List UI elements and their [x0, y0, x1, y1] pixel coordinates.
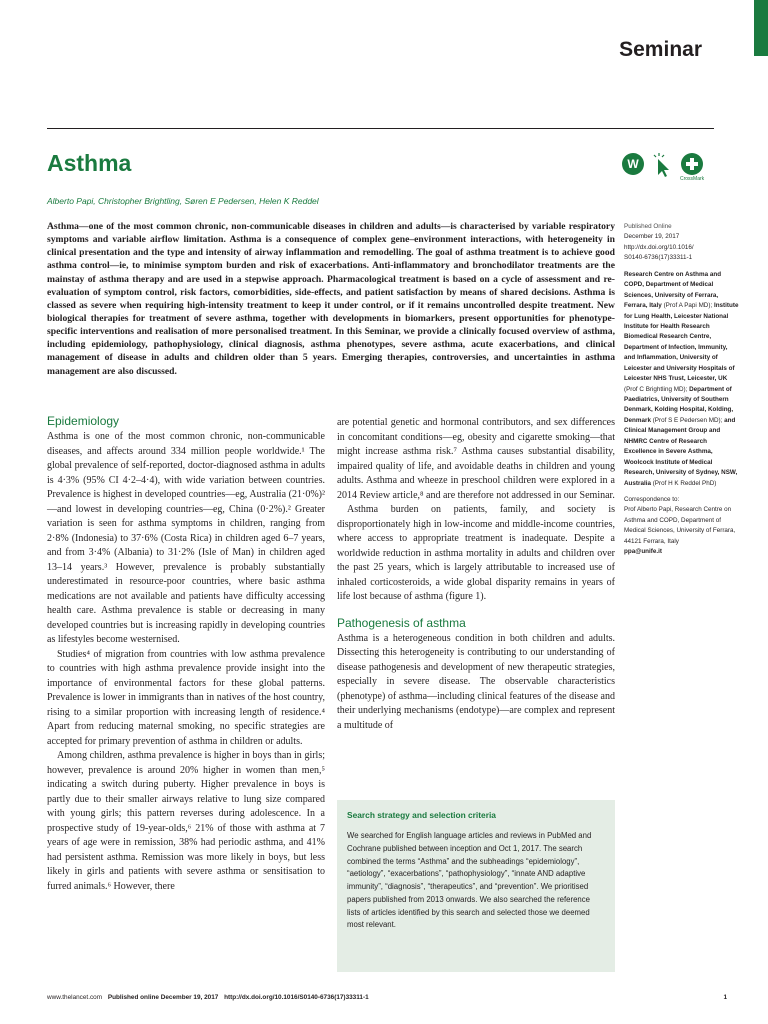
paragraph: Asthma is one of the most common chronic, non-communicable diseases, and affects around 334 million people worldwide.¹ The global prevalence of self-reported, doctor-diagnosed asthma in adults is 4·3% (95% CI 4·2–4·4), with wide variation between countries. Prevalence is highest in developed countries—eg, Australia (21·0%)²—and lowest in developing countries—eg, China (0·2%).² Greater variation is seen for asthma symptoms in children, ranging from 2·8% (Indonesia) to 37·6% (Costa Rica) in children aged 6–7 years, and from 3·4% (Albania) to 31·2% (Isle of Man) in children aged 13–14 years.³ However, prevalence is probably substantially underestimated in resource-poor countries, where basic asthma medications are not available and patients have difficulty accessing health care. Asthma prevalence is stable or decreasing in many developed countries but is increasing rapidly in developing countries as lifestyles become westernised.: [47, 431, 325, 646]
affiliation-author: (Prof C Brightling MD);: [624, 385, 688, 393]
author-list: Alberto Papi, Christopher Brightling, Søren E Pedersen, Helen K Reddel: [47, 196, 319, 206]
paragraph: Studies⁴ of migration from countries with low asthma prevalence to countries with high asthma prevalence provide insight into the importance of environmental factors for these global patterns. Prevalence is lower in immigrants than in natives of the host country, rising to a similar proportion with increasing length of residence.⁴ Apart from reducing maternal smoking, no specific strategies are accepted for primary prevention of asthma in children or adults.: [47, 648, 325, 747]
article-icons: [622, 153, 704, 182]
section-label: Seminar: [619, 38, 702, 61]
crossmark[interactable]: [680, 153, 704, 182]
doi-link[interactable]: http://dx.doi.org/10.1016/ S0140-6736(17)33311-1: [624, 243, 694, 262]
affiliation-author: (Prof H K Reddel PhD): [652, 479, 717, 487]
published-label: Published Online: [624, 223, 672, 230]
abstract: Asthma—one of the most common chronic, non-communicable diseases in children and adults—is characterised by variable respiratory symptoms and variable airflow limitation. Asthma is a consequence of complex gene–environment interactions, with heterogeneity in clinical presentation and the type and intensity of airway inflammation and remodelling. The goal of asthma treatment is to achieve good asthma control—ie, to minimise symptom burden and risk of exacerbations. Anti-inflammatory and bronchodilator treatments are the mainstay of asthma therapy and are used in a stepwise approach. Pharmacological treatment is based on a cycle of assessment and re-evaluation of symptom control, risk factors, comorbidities, side-effects, and patient satisfaction by means of shared decisions. Asthma is classed as severe when requiring high-intensity treatment to keep it under control, or if it remains uncontrolled despite treatment. New biological therapies for treatment of severe asthma, together with developments in biomarkers, present opportunities for phenotype-specific interventions and realisation of more personalised treatment. In this Seminar, we provide a clinically focused overview of asthma, including epidemiology, pathophysiology, clinical diagnosis, asthma phenotypes, severe asthma, acute exacerbations, and clinical management of disease in adults and children older than 5 years. Emerging therapies, controversies, and uncertainties in asthma management are also discussed.: [47, 221, 615, 377]
affiliations: [624, 270, 739, 489]
body-column-right: [337, 416, 615, 733]
affiliation-author: (Prof A Papi MD);: [663, 302, 713, 310]
header-rule: [47, 128, 714, 129]
publication-info: [624, 222, 739, 264]
correspondence-label: Correspondence to:: [624, 495, 680, 503]
paragraph: Asthma is a heterogeneous condition in both children and adults. Dissecting this heterogeneity is contributing to our understanding of disease pathogenesis and development of new therapeutic strategies, especially in severe disease. The observable characteristics (phenotype) of asthma—including clinical features of the disease and their underlying mechanisms (endotype)—are complex and represent a multitude of: [337, 632, 615, 731]
paragraph: Asthma burden on patients, family, and society is disproportionately high in low-income and middle-income countries, where access to appropriate treatment is inadequate. Despite a worldwide reduction in asthma mortality in adults and children over the past 25 years, which is largely attributable to increased use of inhaled corticosteroids, a wide global disparity remains in years of life lost because of asthma (figure 1).: [337, 504, 615, 602]
affiliation: Research Centre on Asthma and COPD, Department of Medical Sciences, University of Ferrara, Ferrara, Italy: [624, 270, 722, 310]
affiliation: Department of Paediatrics, University of Southern Denmark, Kolding Hospital, Kolding, Denmark: [624, 385, 734, 424]
search-strategy-text: We searched for English language articles and reviews in PubMed and Cochrane published between inception and Oct 1, 2017. The search combined the terms “Asthma” and the subheadings “epidemiology”, “aetiology”, “exacerbations”, “pathophysiology”, “innate AND adaptive immunity”, “diagnosis”, “therapeutics”, and “prevention”. We prioritised papers published from 2013 onwards. We also searched the reference lists of articles identified by this search and selected those we deemed most relevant.: [347, 831, 592, 930]
section-heading-pathogenesis: Pathogenesis of asthma: [337, 615, 466, 630]
crossmark-icon: [681, 153, 703, 175]
published-date: December 19, 2017: [624, 233, 680, 241]
open-access-icon[interactable]: W: [622, 153, 644, 175]
section-heading-epidemiology: Epidemiology: [47, 414, 120, 428]
search-strategy-title: Search strategy and selection criteria: [347, 810, 496, 820]
paragraph: are potential genetic and hormonal contributors, and sex differences in concomitant conditions—eg, obesity and cigarette smoking—that might increase asthma risk.⁷ Asthma causes substantial disability, impaired quality of life, and avoidable deaths in children and young adults. Asthma and wheeze in preschool children were explored in a 2014 Review article,⁸ and are therefore not addressed in our Seminar.: [337, 417, 615, 501]
correspondence-email[interactable]: ppa@unife.it: [624, 548, 662, 556]
correspondence-address: Prof Alberto Papi, Research Centre on Asthma and COPD, Department of Medical Sciences, University of Ferrara, 44121 Ferrara, Italy: [624, 506, 736, 545]
section-color-tab: [754, 0, 768, 56]
article-title: Asthma: [47, 150, 132, 176]
affiliation-author: (Prof S E Pedersen MD);: [652, 416, 723, 424]
page-footer: [47, 994, 727, 1001]
affiliation: and Clinical Management Group and NHMRC Centre of Research Excellence in Severe Asthma, Woolcock Institute of Medical Research, University of Sydney, NSW, Australia: [624, 416, 738, 487]
sidebar-notes: [624, 222, 739, 564]
footer-site[interactable]: www.thelancet.com: [47, 994, 103, 1001]
search-strategy-panel: [337, 800, 615, 972]
cursor-click-icon[interactable]: [650, 153, 674, 179]
affiliation: Institute for Lung Health, Leicester National Institute for Health Research Biomedical Research Centre, Department of Infection, Immunity, and Inflammation, University of Leicester and University Hospitals of Leicester NHS Trust, Leicester, UK: [624, 302, 739, 383]
footer-doi[interactable]: http://dx.doi.org/10.1016/S0140-6736(17)33311-1: [224, 994, 369, 1001]
crossmark-label: CrossMark: [680, 176, 705, 182]
body-column-left: [47, 413, 325, 894]
paragraph: Among children, asthma prevalence is higher in boys than in girls; however, prevalence is around 20% higher in women than men,⁵ indicating a switch during puberty. Higher prevalence in boys is partly due to their smaller airways relative to lung size compared with young girls; this pattern reverses during adolescence. In a prospective study of 19-year-olds,⁶ 21% of those with asthma at 7 years of age were in remission, 38% had periodic asthma, and 41% had persistent asthma. Remission was more likely in boys, but less likely in girls and patients with severe asthma or sensitisation to furred animals.⁶ However, there: [47, 750, 325, 892]
correspondence: [624, 495, 739, 558]
page-number: 1: [723, 994, 727, 1001]
footer-published: Published online December 19, 2017: [107, 994, 219, 1001]
